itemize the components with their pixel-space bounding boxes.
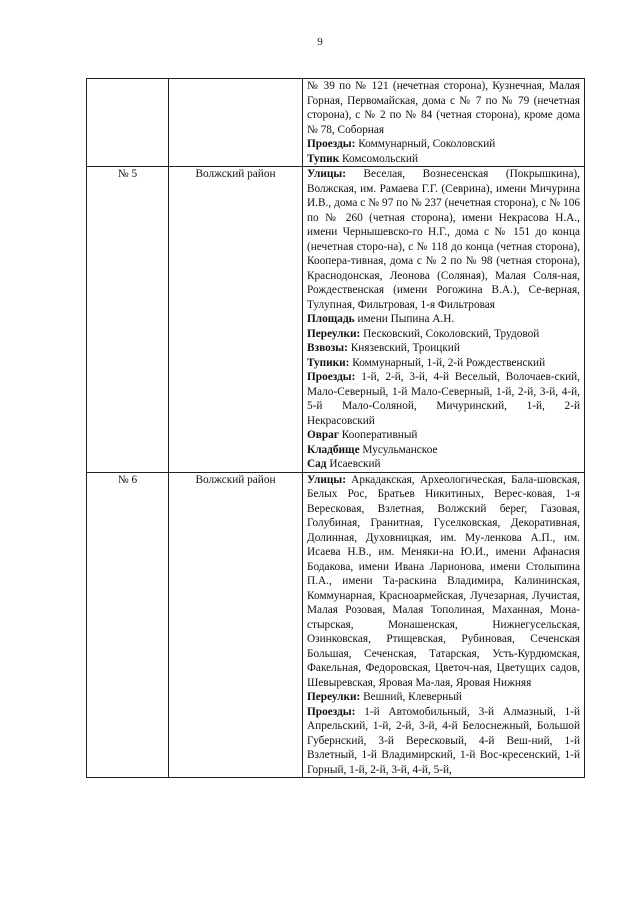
streets-table [86,78,585,778]
address-text: Веселая, Вознесенская (Покрышкина), Волжская, им. Рамаева Г.Г. (Севрина), имени Мичурина И.В., дома с № 97 по № 237 (нечетная сторона), с № 106 по № 260 (четная сторона), имени Некрасова Н.А., имени Чернышевско-го Н.Г., дома с № 151 до конца (нечетная сторо-на), с № 118 до конца (четная сторона), Коопера-тивная, дома с № 2 по № 98 (четная сторона), Краснодонская, Леонова (Соляная), Малая Соля-ная, Рождественская (имени Рогожина В.А.), Се-верная, Тулупная, Фильтровая, 1-я Фильтровая [307,168,580,311]
category-label: Тупики: [307,356,350,369]
category-label: Проезды: [307,705,356,718]
address-paragraph [307,152,580,167]
category-label: Взвозы: [307,342,348,354]
address-paragraph [307,690,580,705]
district-number-cell [87,79,169,167]
address-text: Коммунарный, Соколовский [355,138,496,150]
page-number: 9 [317,36,323,48]
district-number-cell: № 5 [87,167,169,473]
address-text: Кооперативный [338,429,418,441]
address-text: № 39 по № 121 (нечетная сторона), Кузнечная, Малая Горная, Первомайская, дома с № 7 по № 79 (нечетная сторона), с № 2 по № 84 (четная сторона), кроме дома № 78, Соборная [307,80,580,136]
address-text: Песковский, Соколовский, Трудовой [360,327,540,340]
address-text: Исаевский [326,458,381,470]
address-paragraph [307,705,580,778]
category-label: Переулки: [307,691,361,703]
category-label: Улицы: [307,168,346,180]
table-row [87,79,585,167]
address-text: 1-й, 2-й, 3-й, 4-й Веселый, Волочаев-ский, Мало-Северный, 1-й Мало-Северный, 1-й, 2-й, 3-й, 4-й, 5-й Мало-Соляной, Мичуринский, 1-й, 2-й Некрасовский [307,371,580,427]
category-label: Кладбище [307,443,360,456]
district-name-cell: Волжский район [169,472,303,778]
district-name-cell: Волжский район [169,167,303,473]
addresses-cell [303,472,585,778]
address-paragraph [307,443,580,458]
address-paragraph [307,79,580,137]
address-paragraph [307,457,580,472]
district-number-cell: № 6 [87,472,169,778]
category-label: Переулки: [307,327,361,340]
address-paragraph [307,327,580,342]
address-text: Комсомольский [339,152,419,165]
address-paragraph [307,312,580,327]
category-label: Овраг [307,429,339,441]
address-paragraph [307,341,580,356]
address-text: Аркадакская, Археологическая, Бала-шовская, Белых Рос, Братьев Никитиных, Верес-ковая, 1-я Вересковая, Взлетная, Волжский берег, Газовая, Голубиная, Гранитная, Гуселковская, Декоративная, Долинная, Духовницкая, им. Му-ленкова А.П., им. Исаева Н.В., им. Меняки-на Ю.И., имени Афанасия Бодакова, имени Ивана Ларионова, имени Столыпина П.А., имени Та-раскина Владимира, Калининская, Коммунарная, Красноармейская, Лучезарная, Лучистая, Малая Розовая, Малая Тополиная, Маханная, Мона-стырская, Монашенская, Нижнегусельская, Озинковская, Ртищевская, Рубиновая, Сеченская Большая, Сеченская, Татарская, Усть-Курдюмская, Факельная, Федоровская, Цветоч-ная, Цветущих садов, Шевыревская, Яровая Ма-лая, Яровая Нижняя [307,473,580,689]
address-text: 1-й Автомобильный, 3-й Алмазный, 1-й Апрельский, 1-й, 2-й, 3-й, 4-й Белоснежный, Большой Губернский, 3-й Вересковый, 4-й Веш-ний, 1-й Взлетный, 1-й Владимирский, 1-й Вос-кресенский, 1-й Горный, 1-й, 2-й, 3-й, 4-й, 5-й, [307,705,580,776]
addresses-cell [303,167,585,473]
address-paragraph [307,356,580,371]
address-text: Вешний, Клеверный [360,691,462,703]
table-body [87,79,585,778]
category-label: Сад [307,458,327,470]
address-paragraph [307,370,580,428]
category-label: Тупик [307,152,340,165]
category-label: Площадь [307,313,355,325]
address-text: Мусульманское [359,443,438,456]
address-paragraph [307,473,580,691]
address-paragraph [307,137,580,152]
table-row [87,472,585,778]
address-paragraph [307,167,580,312]
address-text: Князевский, Троицкий [347,342,460,354]
category-label: Проезды: [307,371,356,383]
address-paragraph [307,428,580,443]
category-label: Улицы: [307,473,346,486]
address-text: Коммунарный, 1-й, 2-й Рождественский [349,356,546,369]
address-text: имени Пыпина А.Н. [354,313,455,325]
district-name-cell [169,79,303,167]
table-row [87,167,585,473]
category-label: Проезды: [307,138,356,150]
addresses-cell [303,79,585,167]
